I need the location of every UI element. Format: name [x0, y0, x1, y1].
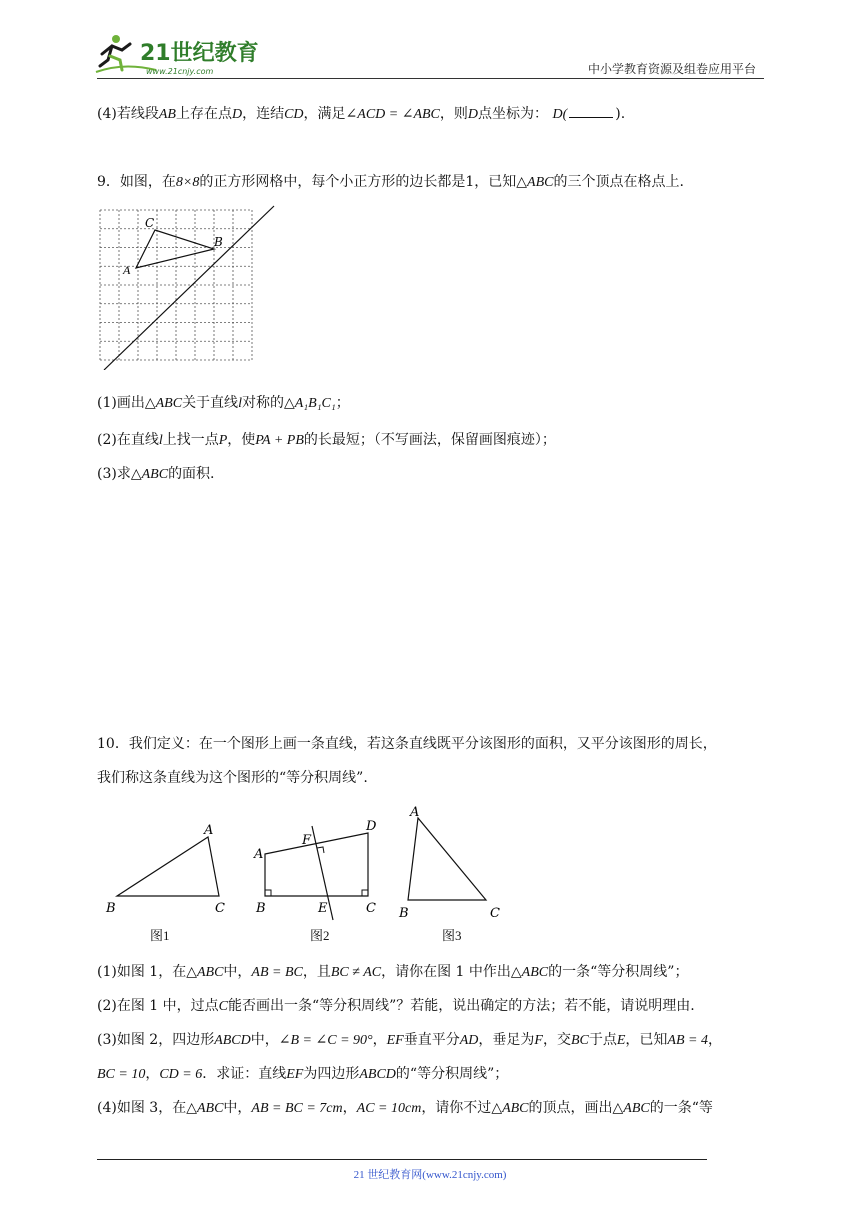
fig3-label-c: C [490, 906, 500, 921]
fig1-label-b: B [106, 901, 116, 916]
footer-text: 21 世纪教育网(www.21cnjy.com) [353, 1169, 507, 1181]
q10-stem-line1: 10．我们定义：在一个图形上画一条直线，若这条直线既平分该图形的面积，又平分该图形的周长， [97, 736, 717, 752]
label-a: A [123, 263, 131, 277]
q9-stem: 9．如图，在8×8的正方形网格中，每个小正方形的边长都是1，已知△ABC的三个顶点在格点上. [97, 174, 684, 190]
fig3-label-b: B [399, 906, 409, 921]
q10-part2: (2)在图 1 中，过点C能否画出一条“等分积周线”？若能，说出确定的方法；若不能，请说明理由. [97, 998, 695, 1014]
q9-part1: (1)画出△ABC关于直线l对称的△A₁B₁C₁； [97, 395, 350, 411]
fig3-caption: 图3 [442, 928, 462, 943]
q10-stem-line2: 我们称这条直线为这个图形的“等分积周线”. [97, 770, 368, 786]
answer-blank [569, 105, 613, 118]
q9-grid-figure [96, 204, 280, 370]
fig3-triangle [396, 802, 506, 924]
fig2-quadrilateral [250, 816, 390, 926]
q9-part3: (3)求△ABC的面积. [97, 466, 215, 482]
fig1-label-a: A [204, 823, 214, 838]
q10-part3-line2: BC = 10，CD = 6．求证：直线EF为四边形ABCD的“等分积周线”； [97, 1066, 509, 1082]
fig1-caption: 图1 [150, 928, 170, 943]
fig2-label-a: A [254, 847, 264, 862]
line-l [104, 206, 274, 370]
fig2-label-f: F [302, 833, 312, 848]
q10-part1: (1)如图 1，在△ABC中，AB = BC，且BC ≠ AC，请你在图 1 中作出△ABC的一条“等分积周线”； [97, 964, 689, 980]
fig1-label-c: C [215, 901, 225, 916]
header-divider [97, 78, 764, 79]
fig2-label-e: E [318, 901, 328, 916]
q10-part3-line1: (3)如图 2，四边形ABCD中，∠B = ∠C = 90°，EF垂直平分AD，垂足为F，交BC于点E，已知AB = 4， [97, 1032, 722, 1048]
triangle-abc [136, 230, 214, 268]
footer-divider [97, 1159, 707, 1160]
fig1-triangle [100, 816, 240, 916]
fig2-label-b: B [256, 901, 266, 916]
logo-url: www.21cnjy.com [146, 67, 214, 76]
fig2-label-d: D [366, 819, 377, 834]
fig1-shape [117, 837, 219, 896]
site-logo [94, 30, 264, 78]
q10-part4: (4)如图 3，在△ABC中，AB = BC = 7cm，AC = 10cm，请你不过△ABC的顶点，画出△ABC的一条“等 [97, 1100, 713, 1116]
grid-lines [100, 210, 252, 360]
fig2-label-c: C [366, 901, 376, 916]
platform-title: 中小学教育资源及组卷应用平台 [587, 62, 756, 76]
logo-text: 21世纪教育 [140, 41, 259, 66]
q8-part4: (4)若线段AB上存在点D，连结CD，满足∠ACD = ∠ABC，则D点坐标为： D( ). [97, 106, 626, 122]
q9-part2: (2)在直线l上找一点P，使PA + PB的长最短；（不写画法，保留画图痕迹）； [97, 432, 556, 448]
fig3-label-a: A [410, 805, 420, 820]
fig3-shape [408, 818, 486, 900]
label-c: C [145, 216, 155, 230]
fig2-caption: 图2 [310, 928, 330, 943]
fig2-shape [265, 833, 368, 896]
label-b: B [214, 235, 223, 249]
